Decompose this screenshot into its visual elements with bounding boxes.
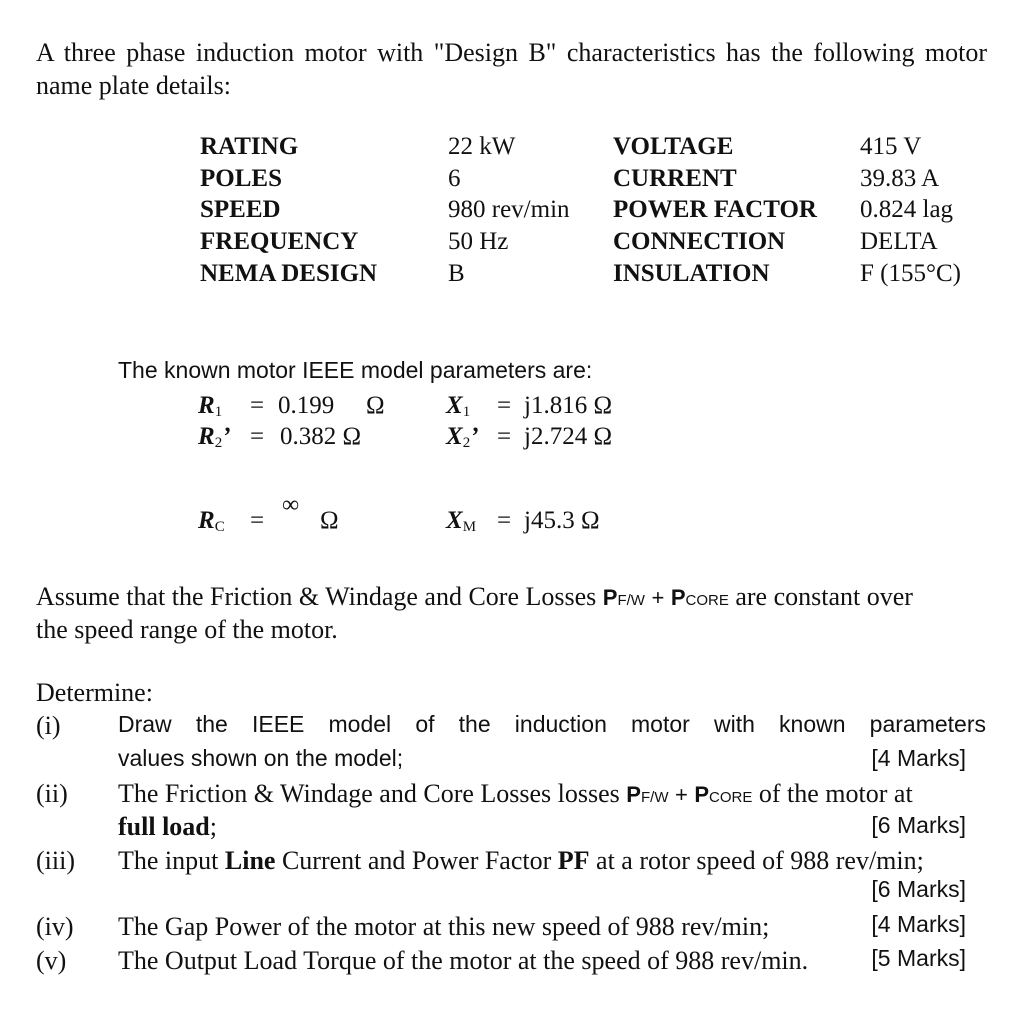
item-iv-marks: [4 Marks] <box>871 911 966 937</box>
params-heading: The known motor IEEE model parameters are: <box>118 357 593 383</box>
item-ii-line-1: The Friction & Windage and Core Losses losses PF/W + PCORE of the motor at <box>118 779 913 808</box>
label-current: CURRENT <box>613 165 737 192</box>
param-x2: $X_2$’ <box>446 423 479 451</box>
value-current: 39.83 A <box>860 165 940 192</box>
param-r2: $R_2$’ <box>198 423 231 451</box>
value-speed: 980 rev/min <box>448 196 570 223</box>
item-i-marks: [4 Marks] <box>871 745 966 771</box>
param-xm-value: j45.3 Ω <box>524 507 600 534</box>
label-rating: RATING <box>200 133 299 160</box>
value-nema-design: B <box>448 260 465 287</box>
value-frequency: 50 Hz <box>448 228 509 255</box>
param-x2-value: j2.724 Ω <box>524 423 613 450</box>
param-x1: $X_1$ <box>446 392 471 420</box>
param-r2-eq: = <box>250 423 265 450</box>
value-insulation: F (155°C) <box>860 260 961 287</box>
param-xm-eq: = <box>497 507 512 534</box>
label-connection: CONNECTION <box>613 228 786 255</box>
param-r2-value: 0.382 Ω <box>280 423 362 450</box>
label-nema-design: NEMA DESIGN <box>200 260 378 287</box>
value-voltage: 415 V <box>860 133 922 160</box>
item-i-line-1: Draw the IEEE model of the induction motor with known parameters <box>118 711 986 737</box>
param-x1-value: j1.816 Ω <box>524 392 613 419</box>
param-r1: $R_1$ <box>198 392 223 420</box>
param-r1-value: 0.199 <box>278 392 335 419</box>
item-v-marks: [5 Marks] <box>871 945 966 971</box>
label-poles: POLES <box>200 165 282 192</box>
item-v-number: (v) <box>36 946 67 975</box>
item-iii-marks: [6 Marks] <box>871 876 966 902</box>
item-iv-text: The Gap Power of the motor at this new speed of 988 rev/min; <box>118 912 770 941</box>
intro-paragraph: A three phase induction motor with "Design B" characteristics has the following motor name plate details: <box>36 38 987 100</box>
label-insulation: INSULATION <box>613 260 770 287</box>
item-ii-line-2: full load; <box>118 812 217 841</box>
determine-label: Determine: <box>36 678 153 707</box>
value-poles: 6 <box>448 165 461 192</box>
label-voltage: VOLTAGE <box>613 133 734 160</box>
param-x2-eq: = <box>497 423 512 450</box>
infinity-symbol: ∞ <box>282 492 300 518</box>
label-power-factor: POWER FACTOR <box>613 196 817 223</box>
item-ii-marks: [6 Marks] <box>871 812 966 838</box>
param-rc-eq: = <box>250 507 265 534</box>
param-rc: $R_C$ <box>198 507 225 535</box>
label-speed: SPEED <box>200 196 281 223</box>
item-iii-number: (iii) <box>36 846 75 875</box>
item-v-text: The Output Load Torque of the motor at the speed of 988 rev/min. <box>118 946 809 975</box>
param-xm: $X_M$ <box>446 507 477 535</box>
value-rating: 22 kW <box>448 133 516 160</box>
param-rc-unit: Ω <box>320 507 339 534</box>
item-iv-number: (iv) <box>36 912 74 941</box>
param-x1-eq: = <box>497 392 512 419</box>
param-r1-eq: = <box>250 392 265 419</box>
item-i-number: (i) <box>36 711 61 740</box>
item-iii-line-1: The input Line Current and Power Factor PF at a rotor speed of 988 rev/min; <box>118 846 924 875</box>
assume-line-1: Assume that the Friction & Windage and Core Losses PF/W + PCORE are constant over <box>36 582 913 611</box>
label-frequency: FREQUENCY <box>200 228 359 255</box>
value-power-factor: 0.824 lag <box>860 196 954 223</box>
assume-line-2: the speed range of the motor. <box>36 615 338 644</box>
item-i-line-2: values shown on the model; <box>118 745 404 771</box>
param-r1-unit: Ω <box>366 392 385 419</box>
item-ii-number: (ii) <box>36 779 68 808</box>
value-connection: DELTA <box>860 228 938 255</box>
